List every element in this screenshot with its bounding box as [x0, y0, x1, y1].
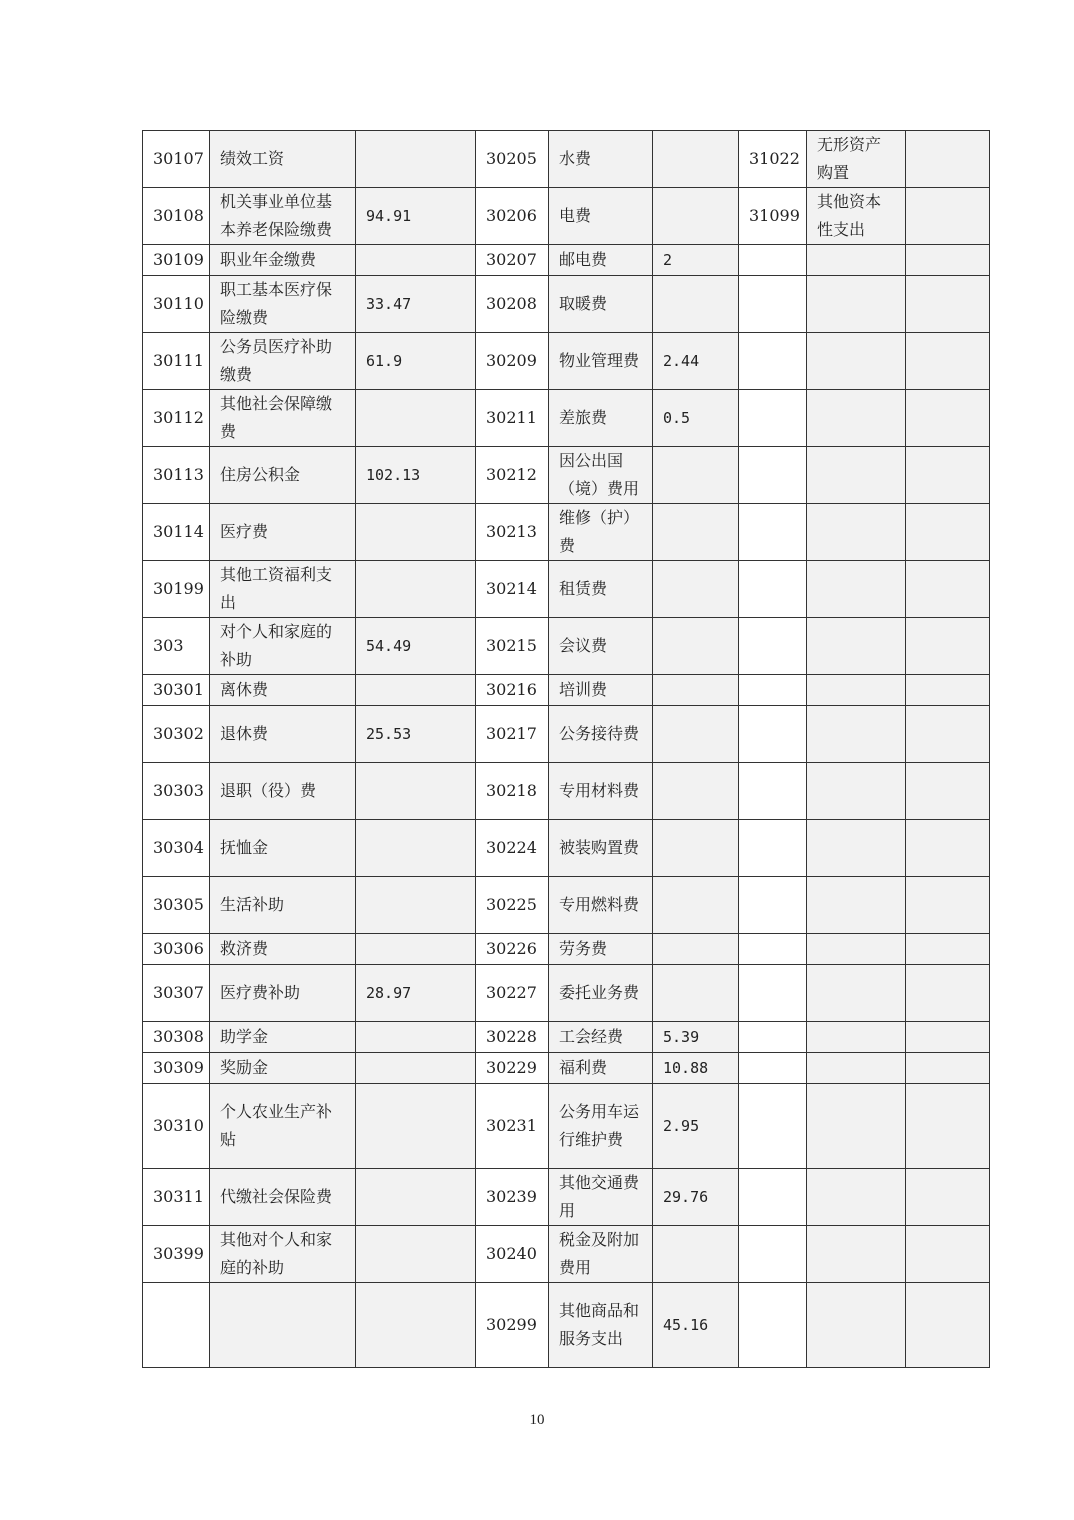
name-cell: 对个人和家庭的补助 — [210, 618, 356, 675]
amount-cell: 2.44 — [653, 333, 739, 390]
amount-cell — [653, 447, 739, 504]
code-cell: 30214 — [476, 561, 549, 618]
code-cell — [739, 675, 807, 706]
code-cell: 30226 — [476, 934, 549, 965]
code-cell: 30302 — [143, 706, 210, 763]
amount-cell — [906, 245, 990, 276]
name-cell: 租赁费 — [549, 561, 653, 618]
name-cell: 其他商品和服务支出 — [549, 1283, 653, 1368]
name-cell — [807, 618, 906, 675]
code-cell: 30213 — [476, 504, 549, 561]
amount-cell — [906, 706, 990, 763]
amount-cell — [906, 561, 990, 618]
name-cell: 抚恤金 — [210, 820, 356, 877]
amount-cell — [906, 877, 990, 934]
code-cell: 30399 — [143, 1226, 210, 1283]
code-cell: 30299 — [476, 1283, 549, 1368]
code-cell: 31022 — [739, 131, 807, 188]
name-cell: 专用燃料费 — [549, 877, 653, 934]
amount-cell — [906, 1022, 990, 1053]
code-cell — [739, 618, 807, 675]
code-cell: 30225 — [476, 877, 549, 934]
code-cell — [739, 1283, 807, 1368]
code-cell: 30305 — [143, 877, 210, 934]
code-cell: 30229 — [476, 1053, 549, 1084]
amount-cell — [906, 333, 990, 390]
name-cell — [807, 965, 906, 1022]
name-cell — [807, 877, 906, 934]
amount-cell — [653, 934, 739, 965]
name-cell: 生活补助 — [210, 877, 356, 934]
amount-cell — [356, 131, 476, 188]
name-cell: 个人农业生产补贴 — [210, 1084, 356, 1169]
table-row — [143, 561, 990, 618]
code-cell: 30205 — [476, 131, 549, 188]
name-cell: 维修（护）费 — [549, 504, 653, 561]
name-cell: 因公出国（境）费用 — [549, 447, 653, 504]
table-row — [143, 276, 990, 333]
name-cell: 会议费 — [549, 618, 653, 675]
name-cell — [210, 1283, 356, 1368]
amount-cell — [906, 934, 990, 965]
amount-cell — [906, 1283, 990, 1368]
name-cell — [807, 1283, 906, 1368]
table-row — [143, 1022, 990, 1053]
name-cell: 退职（役）费 — [210, 763, 356, 820]
code-cell — [143, 1283, 210, 1368]
code-cell — [739, 763, 807, 820]
code-cell — [739, 333, 807, 390]
code-cell — [739, 820, 807, 877]
code-cell: 303 — [143, 618, 210, 675]
amount-cell — [356, 1226, 476, 1283]
amount-cell — [906, 1084, 990, 1169]
code-cell: 30309 — [143, 1053, 210, 1084]
name-cell: 机关事业单位基本养老保险缴费 — [210, 188, 356, 245]
code-cell: 30308 — [143, 1022, 210, 1053]
table-row — [143, 333, 990, 390]
amount-cell — [653, 276, 739, 333]
amount-cell — [906, 965, 990, 1022]
amount-cell — [653, 504, 739, 561]
code-cell — [739, 561, 807, 618]
name-cell: 其他交通费用 — [549, 1169, 653, 1226]
name-cell — [807, 1084, 906, 1169]
amount-cell: 0.5 — [653, 390, 739, 447]
code-cell — [739, 1169, 807, 1226]
code-cell — [739, 1226, 807, 1283]
amount-cell — [906, 675, 990, 706]
code-cell — [739, 504, 807, 561]
code-cell — [739, 965, 807, 1022]
amount-cell: 25.53 — [356, 706, 476, 763]
name-cell — [807, 390, 906, 447]
amount-cell: 45.16 — [653, 1283, 739, 1368]
name-cell: 劳务费 — [549, 934, 653, 965]
code-cell: 30216 — [476, 675, 549, 706]
code-cell — [739, 245, 807, 276]
amount-cell — [356, 675, 476, 706]
amount-cell: 61.9 — [356, 333, 476, 390]
amount-cell — [906, 504, 990, 561]
table-row — [143, 618, 990, 675]
amount-cell: 33.47 — [356, 276, 476, 333]
amount-cell — [906, 276, 990, 333]
code-cell — [739, 447, 807, 504]
amount-cell: 2 — [653, 245, 739, 276]
code-cell: 30212 — [476, 447, 549, 504]
name-cell: 被装购置费 — [549, 820, 653, 877]
amount-cell — [356, 1084, 476, 1169]
name-cell: 绩效工资 — [210, 131, 356, 188]
name-cell — [807, 1226, 906, 1283]
name-cell: 离休费 — [210, 675, 356, 706]
amount-cell: 2.95 — [653, 1084, 739, 1169]
code-cell: 30114 — [143, 504, 210, 561]
table-row — [143, 934, 990, 965]
code-cell — [739, 934, 807, 965]
table-row — [143, 820, 990, 877]
table-row — [143, 763, 990, 820]
amount-cell — [653, 877, 739, 934]
code-cell: 30209 — [476, 333, 549, 390]
name-cell — [807, 504, 906, 561]
table-row — [143, 1283, 990, 1368]
amount-cell — [906, 618, 990, 675]
name-cell: 职业年金缴费 — [210, 245, 356, 276]
name-cell: 医疗费 — [210, 504, 356, 561]
code-cell: 30108 — [143, 188, 210, 245]
code-cell — [739, 276, 807, 333]
code-cell: 30109 — [143, 245, 210, 276]
amount-cell — [653, 561, 739, 618]
code-cell: 30206 — [476, 188, 549, 245]
name-cell: 税金及附加费用 — [549, 1226, 653, 1283]
name-cell — [807, 763, 906, 820]
name-cell — [807, 276, 906, 333]
amount-cell: 10.88 — [653, 1053, 739, 1084]
code-cell: 30112 — [143, 390, 210, 447]
table-row — [143, 131, 990, 188]
name-cell: 物业管理费 — [549, 333, 653, 390]
code-cell: 30111 — [143, 333, 210, 390]
amount-cell — [653, 706, 739, 763]
budget-table — [142, 130, 990, 1368]
code-cell: 30240 — [476, 1226, 549, 1283]
amount-cell — [906, 1226, 990, 1283]
table-row — [143, 1169, 990, 1226]
code-cell: 30307 — [143, 965, 210, 1022]
amount-cell — [356, 390, 476, 447]
name-cell: 电费 — [549, 188, 653, 245]
code-cell — [739, 1053, 807, 1084]
name-cell — [807, 333, 906, 390]
code-cell: 30199 — [143, 561, 210, 618]
name-cell — [807, 934, 906, 965]
name-cell — [807, 675, 906, 706]
name-cell: 无形资产购置 — [807, 131, 906, 188]
code-cell — [739, 877, 807, 934]
code-cell: 30217 — [476, 706, 549, 763]
amount-cell: 5.39 — [653, 1022, 739, 1053]
table-row — [143, 1084, 990, 1169]
amount-cell — [653, 188, 739, 245]
table-row — [143, 188, 990, 245]
name-cell: 退休费 — [210, 706, 356, 763]
amount-cell — [653, 675, 739, 706]
name-cell: 福利费 — [549, 1053, 653, 1084]
name-cell: 公务接待费 — [549, 706, 653, 763]
code-cell: 30228 — [476, 1022, 549, 1053]
name-cell — [807, 245, 906, 276]
amount-cell — [906, 820, 990, 877]
name-cell: 职工基本医疗保险缴费 — [210, 276, 356, 333]
name-cell: 医疗费补助 — [210, 965, 356, 1022]
amount-cell: 29.76 — [653, 1169, 739, 1226]
name-cell: 差旅费 — [549, 390, 653, 447]
name-cell — [807, 447, 906, 504]
amount-cell — [653, 965, 739, 1022]
code-cell: 30215 — [476, 618, 549, 675]
amount-cell — [356, 1169, 476, 1226]
amount-cell: 94.91 — [356, 188, 476, 245]
code-cell: 30301 — [143, 675, 210, 706]
amount-cell — [356, 245, 476, 276]
amount-cell — [653, 763, 739, 820]
code-cell: 30239 — [476, 1169, 549, 1226]
table-row — [143, 390, 990, 447]
amount-cell — [356, 561, 476, 618]
name-cell: 专用材料费 — [549, 763, 653, 820]
name-cell: 其他资本性支出 — [807, 188, 906, 245]
name-cell: 住房公积金 — [210, 447, 356, 504]
code-cell: 30231 — [476, 1084, 549, 1169]
amount-cell — [356, 504, 476, 561]
amount-cell — [653, 131, 739, 188]
code-cell — [739, 390, 807, 447]
name-cell — [807, 820, 906, 877]
amount-cell: 54.49 — [356, 618, 476, 675]
name-cell — [807, 1053, 906, 1084]
name-cell: 水费 — [549, 131, 653, 188]
code-cell: 30304 — [143, 820, 210, 877]
amount-cell — [906, 131, 990, 188]
amount-cell: 102.13 — [356, 447, 476, 504]
amount-cell — [653, 618, 739, 675]
code-cell: 30311 — [143, 1169, 210, 1226]
table-row — [143, 965, 990, 1022]
table-row — [143, 1053, 990, 1084]
code-cell — [739, 706, 807, 763]
code-cell: 31099 — [739, 188, 807, 245]
code-cell: 30113 — [143, 447, 210, 504]
name-cell: 奖励金 — [210, 1053, 356, 1084]
code-cell: 30303 — [143, 763, 210, 820]
name-cell: 委托业务费 — [549, 965, 653, 1022]
code-cell — [739, 1084, 807, 1169]
name-cell — [807, 1169, 906, 1226]
amount-cell — [653, 1226, 739, 1283]
amount-cell — [653, 820, 739, 877]
name-cell: 其他对个人和家庭的补助 — [210, 1226, 356, 1283]
amount-cell — [356, 1283, 476, 1368]
name-cell: 其他社会保障缴费 — [210, 390, 356, 447]
name-cell — [807, 706, 906, 763]
amount-cell — [356, 820, 476, 877]
amount-cell — [906, 447, 990, 504]
amount-cell — [906, 390, 990, 447]
code-cell: 30227 — [476, 965, 549, 1022]
amount-cell — [356, 877, 476, 934]
amount-cell — [356, 1053, 476, 1084]
table-row — [143, 877, 990, 934]
amount-cell — [906, 763, 990, 820]
name-cell: 其他工资福利支出 — [210, 561, 356, 618]
name-cell: 邮电费 — [549, 245, 653, 276]
code-cell: 30224 — [476, 820, 549, 877]
table-row — [143, 245, 990, 276]
name-cell: 公务用车运行维护费 — [549, 1084, 653, 1169]
amount-cell — [356, 763, 476, 820]
table-row — [143, 504, 990, 561]
table-row — [143, 1226, 990, 1283]
name-cell — [807, 561, 906, 618]
amount-cell — [356, 934, 476, 965]
amount-cell — [906, 188, 990, 245]
name-cell: 救济费 — [210, 934, 356, 965]
code-cell — [739, 1022, 807, 1053]
name-cell: 助学金 — [210, 1022, 356, 1053]
code-cell: 30208 — [476, 276, 549, 333]
code-cell: 30107 — [143, 131, 210, 188]
table-row — [143, 706, 990, 763]
name-cell: 培训费 — [549, 675, 653, 706]
code-cell: 30110 — [143, 276, 210, 333]
name-cell — [807, 1022, 906, 1053]
code-cell: 30310 — [143, 1084, 210, 1169]
amount-cell — [356, 1022, 476, 1053]
amount-cell — [906, 1169, 990, 1226]
code-cell: 30306 — [143, 934, 210, 965]
name-cell: 代缴社会保险费 — [210, 1169, 356, 1226]
code-cell: 30211 — [476, 390, 549, 447]
amount-cell — [906, 1053, 990, 1084]
table-row — [143, 447, 990, 504]
code-cell: 30218 — [476, 763, 549, 820]
page-number: 10 — [529, 1412, 545, 1428]
table-row — [143, 675, 990, 706]
name-cell: 工会经费 — [549, 1022, 653, 1053]
name-cell: 公务员医疗补助缴费 — [210, 333, 356, 390]
amount-cell: 28.97 — [356, 965, 476, 1022]
name-cell: 取暖费 — [549, 276, 653, 333]
code-cell: 30207 — [476, 245, 549, 276]
